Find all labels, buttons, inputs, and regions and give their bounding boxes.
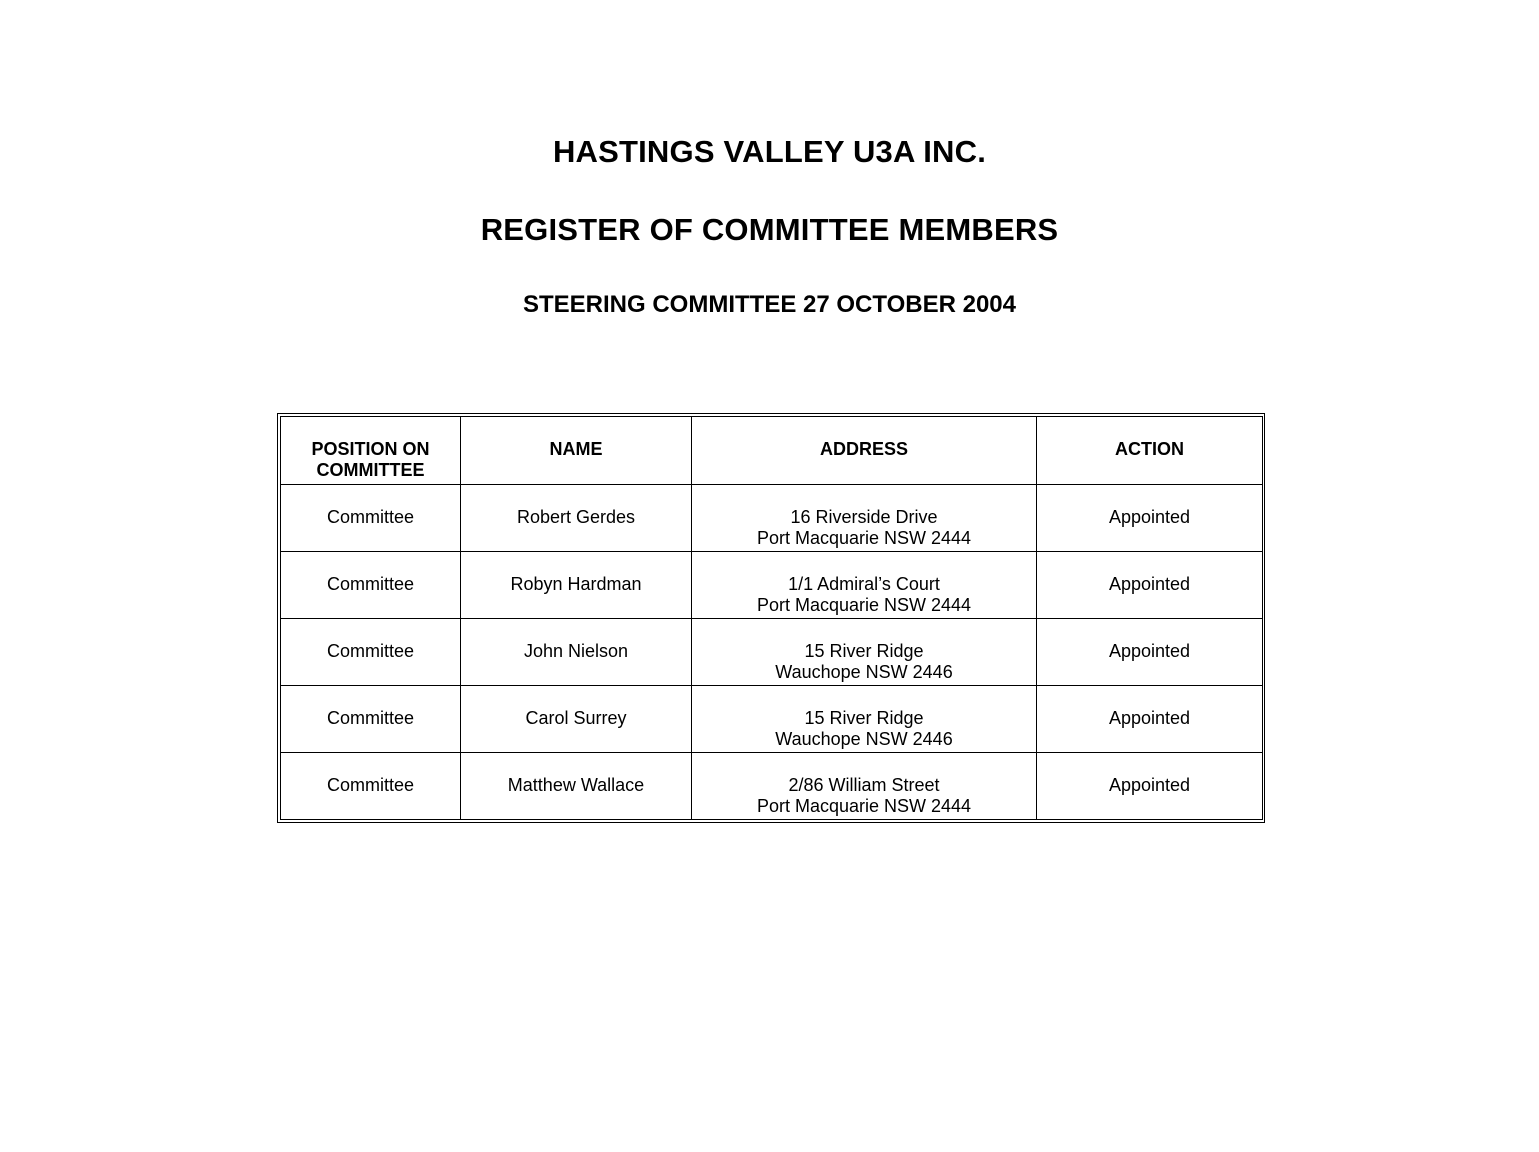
cell-action: Appointed — [1037, 552, 1263, 619]
register-title: REGISTER OF COMMITTEE MEMBERS — [480, 212, 1059, 247]
column-header-action — [1037, 417, 1263, 485]
cell-name: Carol Surrey — [461, 686, 692, 753]
column-header-line: ACTION — [1115, 439, 1184, 459]
cell-position: Committee — [281, 485, 461, 552]
cell-action: Appointed — [1037, 686, 1263, 753]
table-row — [281, 619, 1263, 686]
cell-address — [692, 552, 1037, 619]
address-line: Port Macquarie NSW 2444 — [756, 595, 972, 615]
cell-action: Appointed — [1037, 753, 1263, 820]
address-line: Port Macquarie NSW 2444 — [756, 528, 972, 548]
meeting-subtitle: STEERING COMMITTEE 27 OCTOBER 2004 — [523, 291, 1016, 318]
address-line: 2/86 William Street — [788, 775, 940, 795]
committee-register-table — [277, 413, 1265, 823]
address-line: 15 River Ridge — [804, 708, 924, 728]
cell-address — [692, 753, 1037, 820]
cell-name: Robyn Hardman — [461, 552, 692, 619]
cell-name: Matthew Wallace — [461, 753, 692, 820]
column-header-position — [281, 417, 461, 485]
cell-action: Appointed — [1037, 485, 1263, 552]
column-header-line: ADDRESS — [819, 439, 908, 459]
cell-position: Committee — [281, 753, 461, 820]
address-line: 15 River Ridge — [804, 641, 924, 661]
column-header-line: POSITION ON — [311, 439, 430, 459]
column-header-line: COMMITTEE — [316, 460, 425, 480]
column-header-line: NAME — [549, 439, 603, 459]
address-line: Wauchope NSW 2446 — [775, 729, 953, 749]
cell-position: Committee — [281, 552, 461, 619]
column-header-name — [461, 417, 692, 485]
cell-position: Committee — [281, 686, 461, 753]
address-line: Wauchope NSW 2446 — [775, 662, 953, 682]
committee-table — [280, 416, 1263, 820]
column-header-address — [692, 417, 1037, 485]
table-row — [281, 686, 1263, 753]
table-row — [281, 552, 1263, 619]
cell-address — [692, 686, 1037, 753]
cell-name: Robert Gerdes — [461, 485, 692, 552]
cell-address — [692, 485, 1037, 552]
cell-address — [692, 619, 1037, 686]
table-row — [281, 485, 1263, 552]
address-line: 1/1 Admiral’s Court — [788, 574, 940, 594]
cell-action: Appointed — [1037, 619, 1263, 686]
address-line: Port Macquarie NSW 2444 — [756, 796, 972, 816]
address-line: 16 Riverside Drive — [790, 507, 938, 527]
cell-position: Committee — [281, 619, 461, 686]
organization-title: HASTINGS VALLEY U3A INC. — [552, 134, 987, 169]
table-header-row — [281, 417, 1263, 485]
cell-name: John Nielson — [461, 619, 692, 686]
table-row — [281, 753, 1263, 820]
